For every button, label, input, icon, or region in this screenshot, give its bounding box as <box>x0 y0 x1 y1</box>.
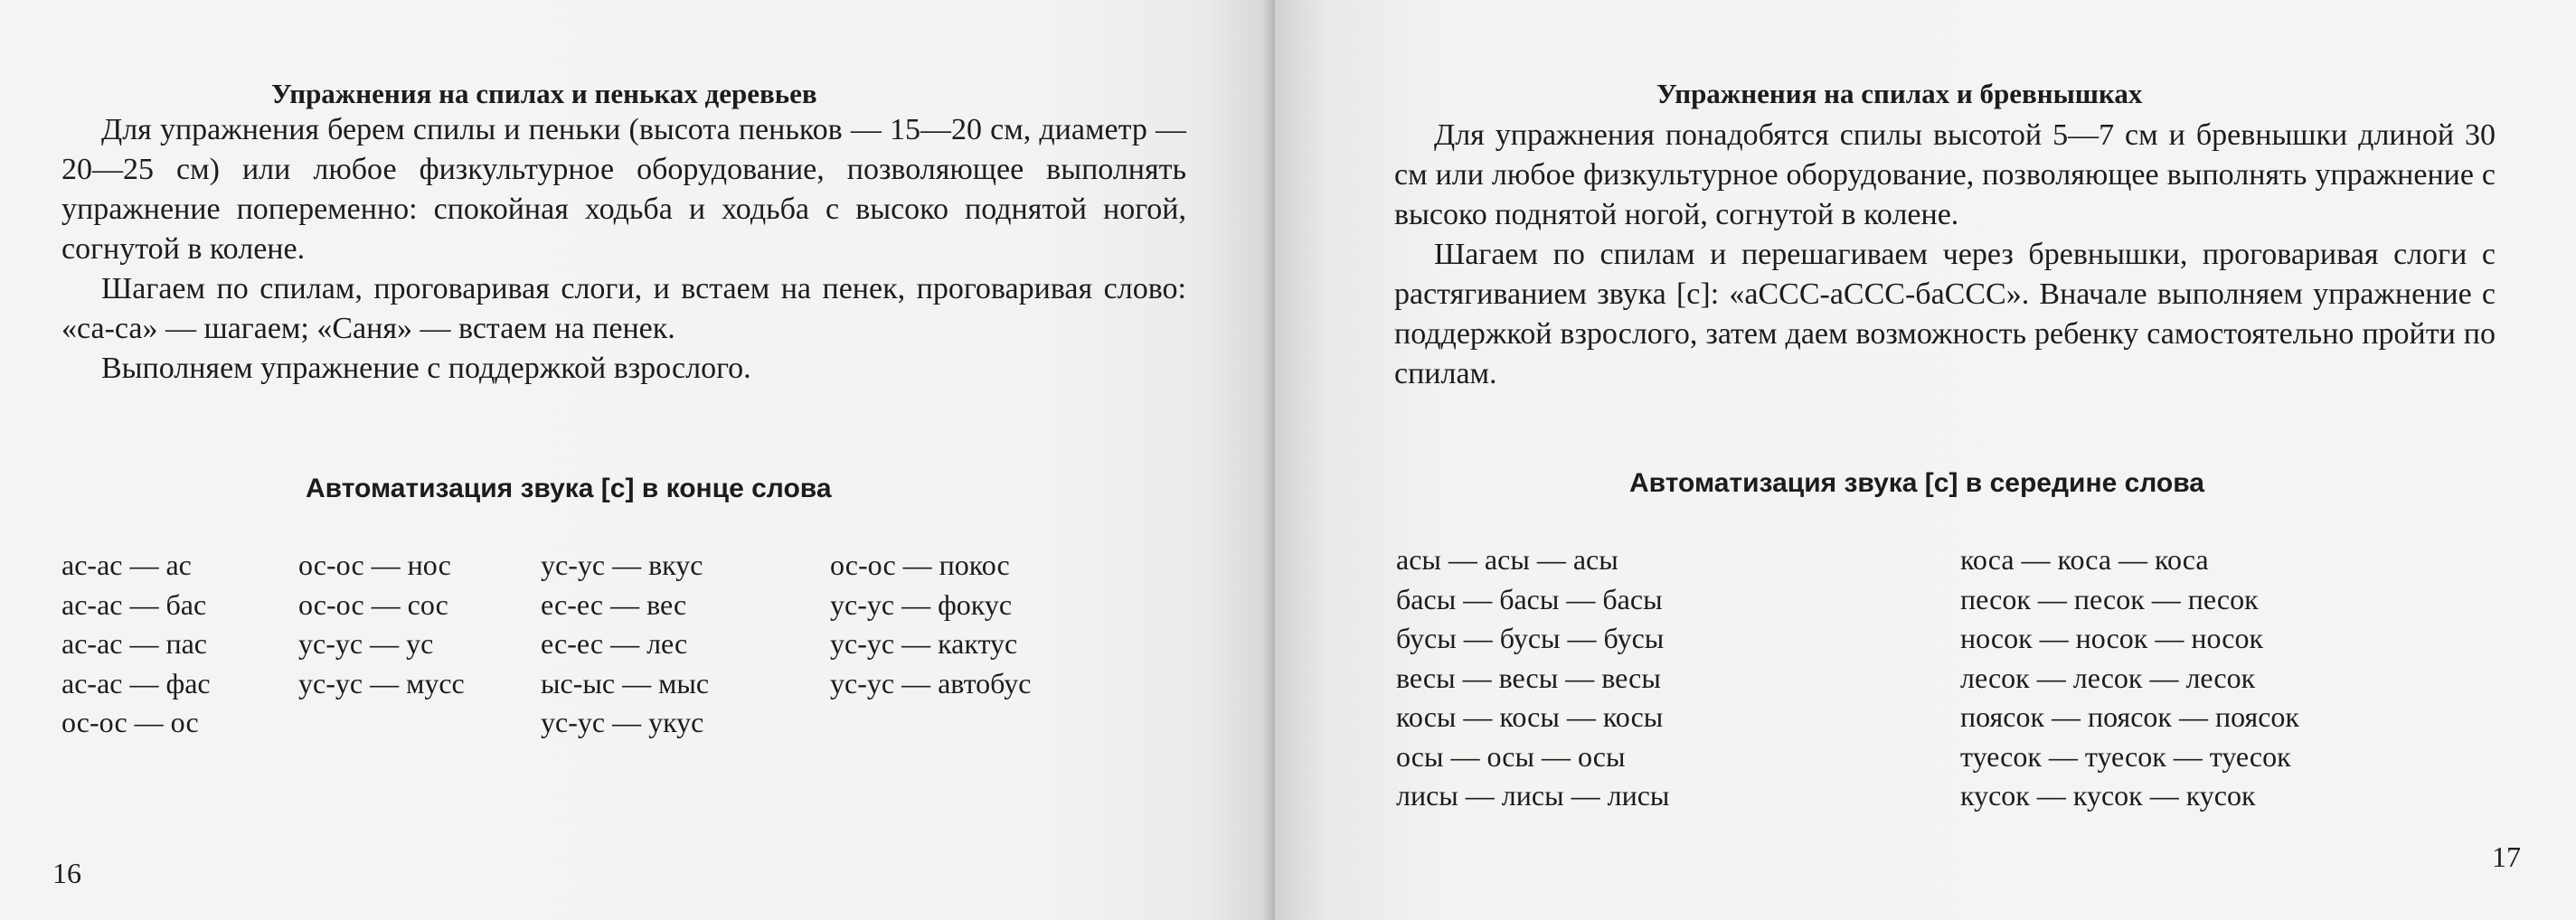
right-page-title: Упражнения на спилах и бревнышках <box>1656 78 2143 109</box>
word-column <box>61 546 298 743</box>
word-item: лисы — лисы — лисы <box>1396 779 1670 812</box>
word-item: ус-ус — ус <box>298 627 434 660</box>
word-item: ас-ас — бас <box>61 587 207 621</box>
right-page-number: 17 <box>2492 840 2521 873</box>
left-section-title: Автоматизация звука [с] в конце слова <box>306 474 832 503</box>
word-item: туесок — туесок — туесок <box>1960 739 2291 773</box>
word-item: ус-ус — фокус <box>830 587 1013 621</box>
right-paragraph-2: Шагаем по спилам и перешагиваем через бревнышки, проговаривая слоги с растягиванием звука [с]: «аССС-аССС-баССС». Вначале выполняем упражнение с поддержкой взрослого, затем даем возможность ребенку самостоятельно пройти по спилам. <box>1394 238 2496 390</box>
word-item: весы — весы — весы <box>1396 661 1661 694</box>
word-item: ас-ас — фас <box>61 666 211 699</box>
right-word-list <box>1396 540 2376 816</box>
word-item: косы — косы — косы <box>1396 700 1664 733</box>
word-item: ыс-ыс — мыс <box>541 666 710 699</box>
word-item: лесок — лесок — лесок <box>1960 661 2256 694</box>
word-item: осы — осы — осы <box>1396 739 1626 773</box>
left-page-title: Упражнения на спилах и пеньках деревьев <box>271 78 817 109</box>
word-column <box>541 546 830 743</box>
left-page <box>0 0 1275 920</box>
left-page-number: 16 <box>52 857 81 889</box>
word-item: ос-ос — нос <box>298 549 451 581</box>
right-section-title: Автоматизация звука [с] в середине слова <box>1629 468 2204 498</box>
left-paragraph-1: Для упражнения берем спилы и пеньки (высота пеньков — 15—20 см, диаметр — 20—25 см) или любое физкультурное оборудование, позволяющее выполнять упражнение попеременно: спокойная ходьба и ходьба с высоко поднятой ногой, согнутой в колене. <box>61 113 1186 266</box>
word-item: ус-ус — кактус <box>830 627 1018 660</box>
right-page-text <box>1394 116 2496 394</box>
right-paragraph-1: Для упражнения понадобятся спилы высотой 5—7 см и бревнышки длиной 30 см или любое физкультурное оборудование, позволяющее выполнять упражнение с высоко поднятой ногой, согнутой в колене. <box>1394 118 2496 231</box>
word-item: коса — коса — коса <box>1960 543 2209 576</box>
word-item: ос-ос — ос <box>61 706 199 738</box>
word-item: ес-ес — вес <box>541 587 687 621</box>
word-item: кусок — кусок — кусок <box>1960 779 2256 812</box>
word-item: носок — носок — носок <box>1960 622 2264 654</box>
word-item: ас-ас — ас <box>61 549 192 581</box>
word-item: поясок — поясок — поясок <box>1960 700 2299 733</box>
right-page <box>1275 0 2576 920</box>
word-column <box>830 546 1101 743</box>
word-column <box>298 546 541 743</box>
word-item: басы — басы — басы <box>1396 582 1663 615</box>
word-item: ус-ус — вкус <box>541 549 703 581</box>
left-paragraph-2: Шагаем по спилам, проговаривая слоги, и встаем на пенек, проговаривая слово: «са-са» — шагаем; «Саня» — встаем на пенек. <box>61 272 1186 345</box>
word-item: асы — асы — асы <box>1396 543 1618 576</box>
word-column <box>1396 540 1960 816</box>
left-page-text <box>61 110 1186 389</box>
left-word-list <box>61 546 1101 743</box>
word-item: ес-ес — лес <box>541 627 688 660</box>
word-item: ус-ус — укус <box>541 706 704 738</box>
word-item: ос-ос — сос <box>298 587 448 621</box>
word-item: песок — песок — песок <box>1960 582 2259 615</box>
left-paragraph-3: Выполняем упражнение с поддержкой взрослого. <box>101 352 751 385</box>
word-item: ус-ус — мусс <box>298 666 465 699</box>
word-item: ос-ос — покос <box>830 549 1010 581</box>
word-column <box>1960 540 2376 816</box>
word-item: ас-ас — пас <box>61 627 207 660</box>
word-item: бусы — бусы — бусы <box>1396 622 1665 654</box>
word-item: ус-ус — автобус <box>830 666 1032 699</box>
